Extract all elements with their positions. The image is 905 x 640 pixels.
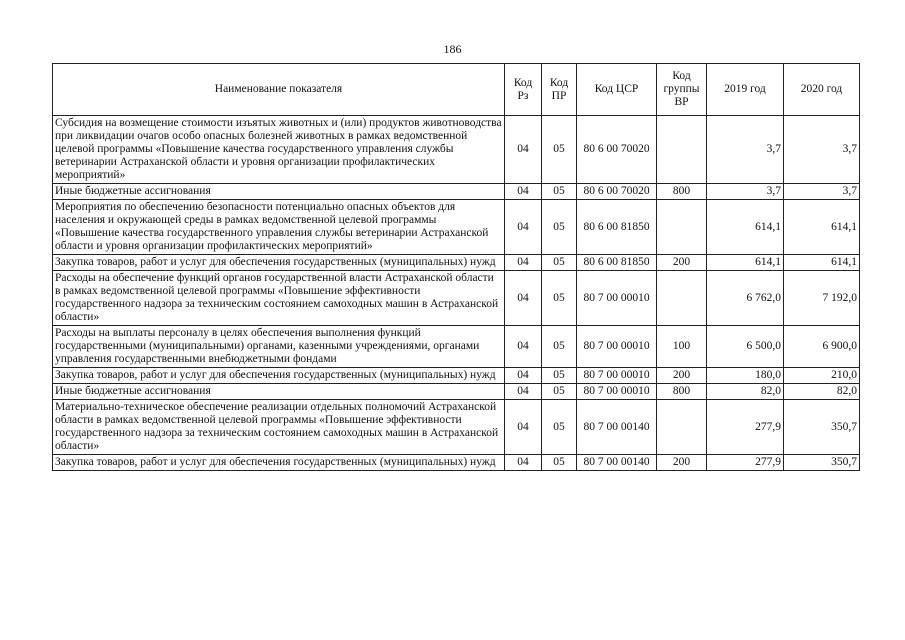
row-name: Иные бюджетные ассигнования (53, 184, 505, 200)
row-rz: 04 (505, 255, 542, 271)
table-row (53, 368, 860, 384)
table-row (53, 400, 860, 455)
row-2020: 350,7 (784, 455, 860, 471)
row-name: Закупка товаров, работ и услуг для обеспечения государственных (муниципальных) нужд (53, 455, 505, 471)
row-csr: 80 7 00 00010 (577, 326, 657, 368)
row-2020: 3,7 (784, 184, 860, 200)
header-2019: 2019 год (707, 64, 784, 116)
row-vr: 200 (657, 255, 707, 271)
row-vr (657, 200, 707, 255)
row-csr: 80 7 00 00140 (577, 400, 657, 455)
table-row (53, 116, 860, 184)
row-rz: 04 (505, 368, 542, 384)
row-vr (657, 271, 707, 326)
row-rz: 04 (505, 384, 542, 400)
row-2019: 6 500,0 (707, 326, 784, 368)
row-vr: 200 (657, 455, 707, 471)
row-csr: 80 7 00 00010 (577, 368, 657, 384)
row-pr: 05 (542, 255, 577, 271)
row-rz: 04 (505, 400, 542, 455)
table-row (53, 384, 860, 400)
row-rz: 04 (505, 326, 542, 368)
row-2019: 614,1 (707, 200, 784, 255)
row-name: Мероприятия по обеспечению безопасности потенциально опасных объектов для населения и окружающей среды в рамках ведомственной целевой программы «Повышение качества государственного управления службы ветеринарии Астраханской области и уровня организации профилактических мероприятий» (53, 200, 505, 255)
row-pr: 05 (542, 326, 577, 368)
budget-table (52, 63, 860, 471)
row-csr: 80 6 00 81850 (577, 200, 657, 255)
row-rz: 04 (505, 184, 542, 200)
page-number: 186 (443, 42, 462, 56)
row-2019: 277,9 (707, 400, 784, 455)
header-pr: Код ПР (542, 64, 577, 116)
header-vr: Код группы ВР (657, 64, 707, 116)
row-rz: 04 (505, 455, 542, 471)
table-row (53, 200, 860, 255)
row-csr: 80 6 00 81850 (577, 255, 657, 271)
row-2019: 277,9 (707, 455, 784, 471)
row-name: Материально-техническое обеспечение реализации отдельных полномочий Астраханской области в рамках ведомственной целевой программы «Повышение эффективности государственного надзора за техническим состоянием самоходных машин в Астраханской области» (53, 400, 505, 455)
row-2019: 82,0 (707, 384, 784, 400)
row-pr: 05 (542, 200, 577, 255)
row-csr: 80 7 00 00010 (577, 271, 657, 326)
row-pr: 05 (542, 116, 577, 184)
row-csr: 80 6 00 70020 (577, 184, 657, 200)
row-2019: 3,7 (707, 184, 784, 200)
row-csr: 80 7 00 00140 (577, 455, 657, 471)
row-csr: 80 7 00 00010 (577, 384, 657, 400)
row-2020: 82,0 (784, 384, 860, 400)
table-row (53, 255, 860, 271)
row-2020: 7 192,0 (784, 271, 860, 326)
table-row (53, 184, 860, 200)
row-2019: 3,7 (707, 116, 784, 184)
table-header-row (53, 64, 860, 116)
header-name: Наименование показателя (53, 64, 505, 116)
header-csr: Код ЦСР (577, 64, 657, 116)
table-row (53, 326, 860, 368)
row-2020: 614,1 (784, 200, 860, 255)
row-rz: 04 (505, 116, 542, 184)
table-row (53, 455, 860, 471)
row-2020: 614,1 (784, 255, 860, 271)
row-pr: 05 (542, 384, 577, 400)
row-vr (657, 400, 707, 455)
row-pr: 05 (542, 455, 577, 471)
row-2020: 350,7 (784, 400, 860, 455)
row-name: Закупка товаров, работ и услуг для обеспечения государственных (муниципальных) нужд (53, 255, 505, 271)
row-2019: 614,1 (707, 255, 784, 271)
row-pr: 05 (542, 368, 577, 384)
table-row (53, 271, 860, 326)
row-2020: 6 900,0 (784, 326, 860, 368)
row-name: Закупка товаров, работ и услуг для обеспечения государственных (муниципальных) нужд (53, 368, 505, 384)
header-rz: Код Рз (505, 64, 542, 116)
row-2019: 6 762,0 (707, 271, 784, 326)
row-2020: 210,0 (784, 368, 860, 384)
row-vr: 800 (657, 384, 707, 400)
row-name: Расходы на выплаты персоналу в целях обеспечения выполнения функций государственными (муниципальными) органами, казенными учреждениями, органами управления государственными внебюджетными фондами (53, 326, 505, 368)
row-rz: 04 (505, 271, 542, 326)
row-rz: 04 (505, 200, 542, 255)
row-vr: 100 (657, 326, 707, 368)
row-name: Субсидия на возмещение стоимости изъятых животных и (или) продуктов животноводства при ликвидации очагов особо опасных болезней животных в рамках ведомственной целевой программы «Повышение качества государственного управления службы ветеринарии Астраханской области и уровня организации профилактических мероприятий» (53, 116, 505, 184)
row-name: Иные бюджетные ассигнования (53, 384, 505, 400)
row-vr: 800 (657, 184, 707, 200)
row-pr: 05 (542, 400, 577, 455)
row-vr: 200 (657, 368, 707, 384)
row-csr: 80 6 00 70020 (577, 116, 657, 184)
row-pr: 05 (542, 271, 577, 326)
row-name: Расходы на обеспечение функций органов государственной власти Астраханской области в рамках ведомственной целевой программы «Повышение эффективности государственного надзора за техническим состоянием самоходных машин в Астраханской области» (53, 271, 505, 326)
header-2020: 2020 год (784, 64, 860, 116)
row-2020: 3,7 (784, 116, 860, 184)
row-pr: 05 (542, 184, 577, 200)
row-2019: 180,0 (707, 368, 784, 384)
row-vr (657, 116, 707, 184)
